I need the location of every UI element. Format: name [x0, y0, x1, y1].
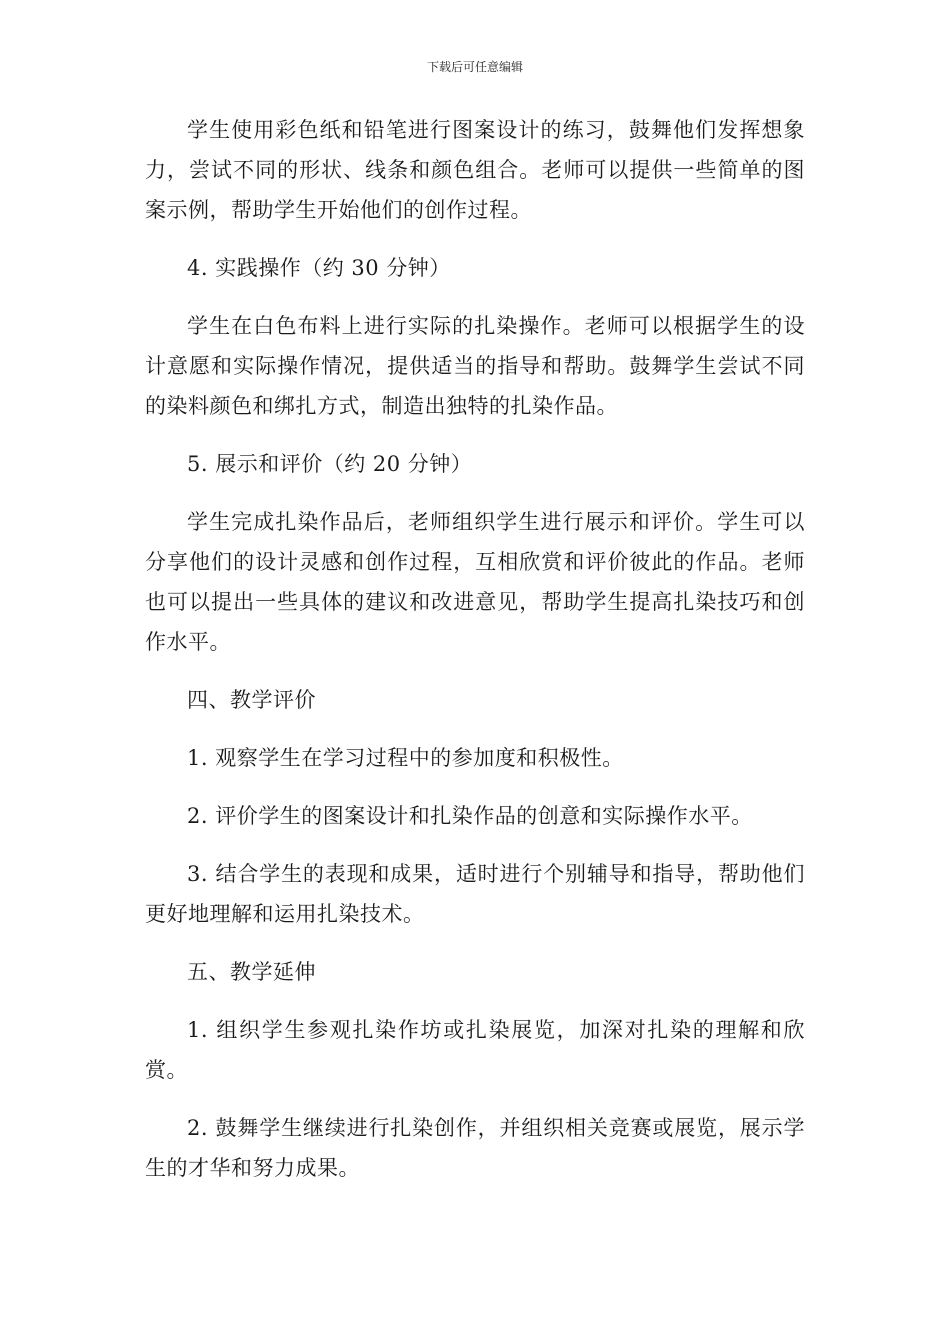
- document-body: [145, 110, 805, 1206]
- paragraph-tie-dye-operation: 学生在白色布料上进行实际的扎染操作。老师可以根据学生的设计意愿和实际操作情况，提供适当的指导和帮助。鼓舞学生尝试不同的染料颜色和绑扎方式，制造出独特的扎染作品。: [145, 314, 805, 418]
- page-header: 下载后可任意编辑: [426, 60, 523, 74]
- evaluation-item-3: 3. 结合学生的表现和成果，适时进行个别辅导和指导，帮助他们更好地理解和运用扎染技术。: [145, 862, 805, 926]
- extension-item-2: 2. 鼓舞学生继续进行扎染创作，并组织相关竞赛或展览，展示学生的才华和努力成果。: [145, 1116, 805, 1180]
- heading-display-evaluation: 5. 展示和评价（约 20 分钟）: [187, 452, 473, 476]
- section-heading-teaching-evaluation: 四、教学评价: [187, 688, 316, 712]
- evaluation-item-1: 1. 观察学生在学习过程中的参加度和积极性。: [187, 746, 624, 770]
- paragraph-design-practice: 学生使用彩色纸和铅笔进行图案设计的练习，鼓舞他们发挥想象力，尝试不同的形状、线条和颜色组合。老师可以提供一些简单的图案示例，帮助学生开始他们的创作过程。: [145, 118, 805, 222]
- extension-item-1: 1. 组织学生参观扎染作坊或扎染展览，加深对扎染的理解和欣赏。: [145, 1018, 805, 1082]
- evaluation-item-2: 2. 评价学生的图案设计和扎染作品的创意和实际操作水平。: [187, 804, 753, 828]
- section-heading-teaching-extension: 五、教学延伸: [187, 960, 316, 984]
- paragraph-display-evaluation: 学生完成扎染作品后，老师组织学生进行展示和评价。学生可以分享他们的设计灵感和创作过程，互相欣赏和评价彼此的作品。老师也可以提出一些具体的建议和改进意见，帮助学生提高扎染技巧和创作水平。: [145, 510, 805, 654]
- heading-practice-operation: 4. 实践操作（约 30 分钟）: [187, 256, 451, 280]
